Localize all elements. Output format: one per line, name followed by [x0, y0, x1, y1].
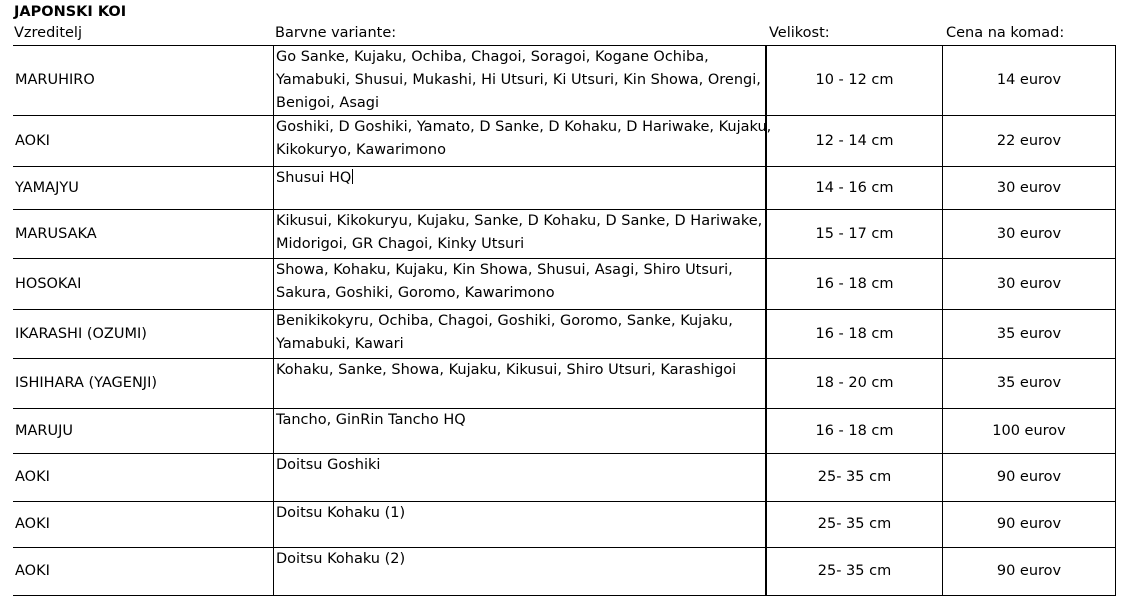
size-cell[interactable]: 14 - 16 cm — [767, 167, 943, 209]
column-header-varieties: Barvne variante: — [275, 25, 397, 41]
size-cell[interactable]: 25- 35 cm — [767, 454, 943, 501]
size-cell[interactable]: 15 - 17 cm — [767, 210, 943, 258]
table-row — [13, 409, 1116, 454]
column-header-breeder: Vzreditelj — [14, 25, 82, 41]
variety-line: Doitsu Kohaku (2) — [276, 551, 406, 567]
variety-line: Midorigoi, GR Chagoi, Kinky Utsuri — [276, 236, 525, 252]
price-cell[interactable]: 35 eurov — [943, 310, 1116, 358]
variety-line: Benigoi, Asagi — [276, 95, 380, 111]
price-cell[interactable]: 30 eurov — [943, 210, 1116, 258]
variety-line: Shusui HQ — [276, 170, 352, 186]
price-cell[interactable]: 90 eurov — [943, 548, 1116, 595]
breeder-cell[interactable]: MARUSAKA — [15, 225, 97, 242]
varieties-cell[interactable] — [273, 259, 767, 309]
variety-line: Doitsu Kohaku (1) — [276, 505, 406, 521]
size-cell[interactable]: 16 - 18 cm — [767, 409, 943, 453]
table-row — [13, 45, 1116, 116]
breeder-cell[interactable]: AOKI — [15, 132, 50, 149]
table-row — [13, 502, 1116, 548]
table-row — [13, 167, 1116, 210]
varieties-cell[interactable] — [273, 502, 767, 547]
price-cell[interactable]: 14 eurov — [943, 46, 1116, 115]
table-row — [13, 210, 1116, 259]
table-row — [13, 310, 1116, 359]
variety-line: Doitsu Goshiki — [276, 457, 381, 473]
column-header-price: Cena na komad: — [946, 25, 1065, 41]
table-row — [13, 359, 1116, 409]
breeder-cell[interactable]: MARUJU — [15, 422, 74, 439]
varieties-cell[interactable] — [273, 548, 767, 595]
breeder-cell[interactable]: MARUHIRO — [15, 72, 95, 88]
variety-line: Kikusui, Kikokuryu, Kujaku, Sanke, D Kohaku, D Sanke, D Hariwake, — [276, 213, 763, 229]
size-cell[interactable]: 18 - 20 cm — [767, 359, 943, 408]
price-cell[interactable]: 90 eurov — [943, 502, 1116, 547]
table-row — [13, 548, 1116, 596]
size-cell[interactable]: 16 - 18 cm — [767, 259, 943, 309]
varieties-cell[interactable] — [273, 46, 767, 115]
table-row — [13, 454, 1116, 502]
size-cell[interactable]: 16 - 18 cm — [767, 310, 943, 358]
size-cell[interactable]: 25- 35 cm — [767, 548, 943, 595]
variety-line: Yamabuki, Shusui, Mukashi, Hi Utsuri, Ki Utsuri, Kin Showa, Orengi, — [276, 72, 761, 88]
breeder-cell[interactable]: ISHIHARA (YAGENJI) — [15, 375, 158, 391]
price-cell[interactable]: 35 eurov — [943, 359, 1116, 408]
varieties-cell[interactable] — [273, 167, 767, 209]
varieties-cell[interactable] — [273, 116, 772, 166]
column-header-size: Velikost: — [769, 25, 830, 41]
variety-line: Sakura, Goshiki, Goromo, Kawarimono — [276, 285, 555, 301]
variety-line: Showa, Kohaku, Kujaku, Kin Showa, Shusui, Asagi, Shiro Utsuri, — [276, 262, 733, 278]
price-cell[interactable]: 30 eurov — [943, 167, 1116, 209]
table-row — [13, 116, 1116, 167]
table-row — [13, 259, 1116, 310]
varieties-cell[interactable] — [273, 454, 767, 501]
sheet-title: JAPONSKI KOI — [14, 4, 127, 20]
price-cell[interactable]: 22 eurov — [943, 116, 1116, 166]
variety-line: Goshiki, D Goshiki, Yamato, D Sanke, D Kohaku, D Hariwake, Kujaku, — [276, 119, 772, 135]
varieties-cell[interactable] — [273, 409, 767, 453]
varieties-cell[interactable] — [273, 310, 767, 358]
varieties-cell[interactable] — [273, 210, 767, 258]
variety-line: Kikokuryo, Kawarimono — [276, 142, 446, 158]
size-cell[interactable]: 12 - 14 cm — [767, 116, 943, 166]
breeder-cell[interactable]: AOKI — [15, 563, 50, 579]
variety-line: Yamabuki, Kawari — [276, 336, 404, 352]
price-cell[interactable]: 30 eurov — [943, 259, 1116, 309]
breeder-cell[interactable]: IKARASHI (OZUMI) — [15, 325, 147, 342]
size-cell[interactable]: 25- 35 cm — [767, 502, 943, 547]
variety-line: Tancho, GinRin Tancho HQ — [276, 412, 466, 428]
breeder-cell[interactable]: AOKI — [15, 469, 50, 485]
text-cursor — [352, 169, 353, 184]
variety-line: Kohaku, Sanke, Showa, Kujaku, Kikusui, Shiro Utsuri, Karashigoi — [276, 362, 737, 378]
size-cell[interactable]: 10 - 12 cm — [767, 46, 943, 115]
breeder-cell[interactable]: YAMAJYU — [15, 179, 79, 196]
koi-price-table — [13, 45, 1116, 598]
breeder-cell[interactable]: AOKI — [15, 516, 50, 532]
variety-line: Benikikokyru, Ochiba, Chagoi, Goshiki, Goromo, Sanke, Kujaku, — [276, 313, 733, 329]
variety-line-editing — [276, 167, 765, 190]
price-cell[interactable]: 90 eurov — [943, 454, 1116, 501]
variety-line: Go Sanke, Kujaku, Ochiba, Chagoi, Soragoi, Kogane Ochiba, — [276, 49, 709, 65]
breeder-cell[interactable]: HOSOKAI — [15, 275, 82, 292]
price-cell[interactable]: 100 eurov — [943, 409, 1116, 453]
varieties-cell[interactable] — [273, 359, 767, 408]
